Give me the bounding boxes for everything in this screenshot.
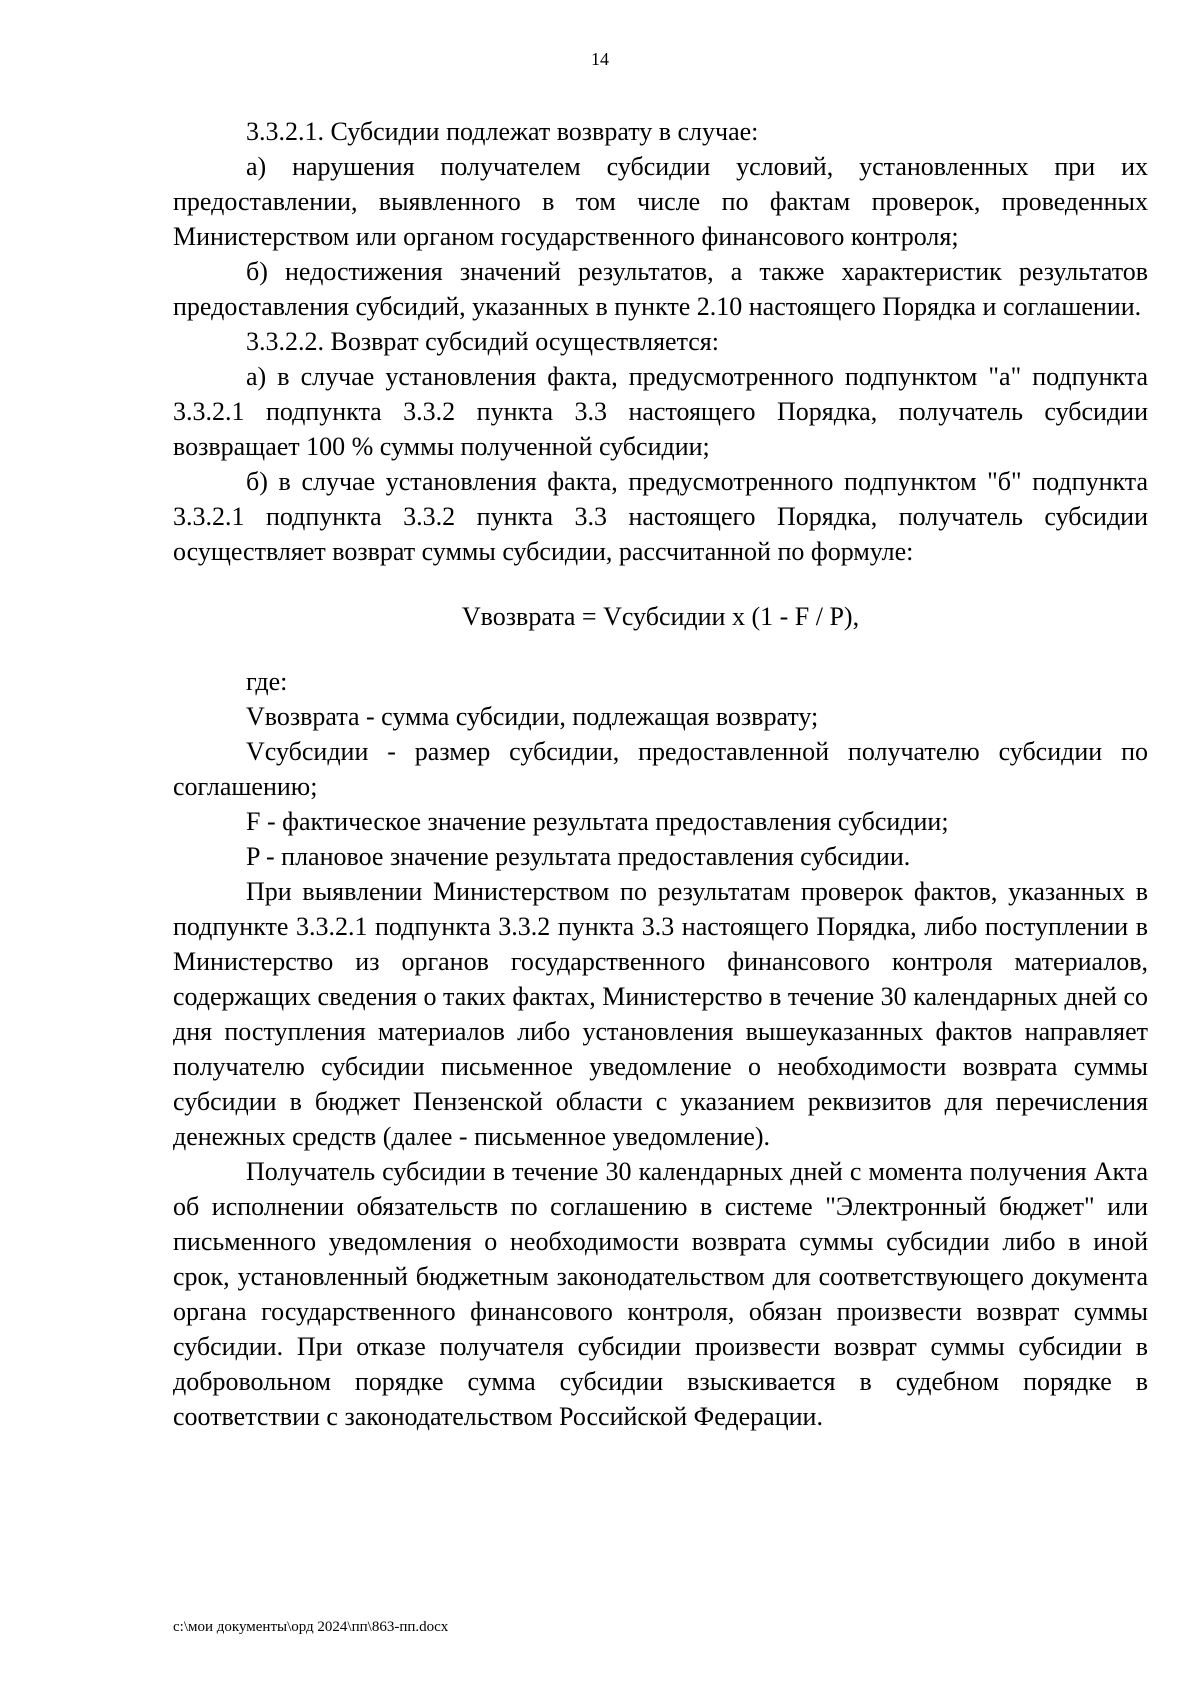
definition-v-return: Vвозврата - сумма субсидии, подлежащая возврату; [246, 702, 819, 731]
paragraph-return-case-a: а) в случае установления факта, предусмотренного подпунктом "а" подпункта 3.3.2.1 подпункта 3.3.2 пункта 3.3 настоящего Порядка, получатель субсидии возвращает 100 % суммы полученной субсидии; [173, 362, 1148, 461]
paragraph-3-3-2-1: 3.3.2.1. Субсидии подлежат возврату в случае: [246, 117, 759, 146]
page-number: 14 [591, 49, 609, 69]
paragraph-item-a-violation: а) нарушения получателем субсидии условий, установленных при их предоставлении, выявленного в том числе по фактам проверок, проведенных Министерством или органом государственного финансового контроля; [173, 152, 1148, 251]
paragraph-recipient-obligation: Получатель субсидии в течение 30 календарных дней с момента получения Акта об исполнении обязательств по соглашению в системе "Электронный бюджет" или письменного уведомления о необходимости возврата суммы субсидии либо в иной срок, установленный бюджетным законодательством для соответствующего документа органа государственного финансового контроля, обязан произвести возврат суммы субсидии. При отказе получателя субсидии произвести возврат суммы субсидии в добровольном порядке сумма субсидии взыскивается в судебном порядке в соответствии с законодательством Российской Федерации. [173, 1157, 1148, 1431]
return-formula: Vвозврата = Vсубсидии x (1 - F / P), [461, 602, 860, 631]
definition-v-subsidy: Vсубсидии - размер субсидии, предоставленной получателю субсидии по соглашению; [173, 737, 1148, 801]
document-body [173, 114, 1148, 1434]
paragraph-return-case-b: б) в случае установления факта, предусмотренного подпунктом "б" подпункта 3.3.2.1 подпункта 3.3.2 пункта 3.3 настоящего Порядка, получатель субсидии осуществляет возврат суммы субсидии, рассчитанной по формуле: [173, 467, 1148, 566]
paragraph-item-b-nonachievement: б) недостижения значений результатов, а также характеристик результатов предоставления субсидий, указанных в пункте 2.10 настоящего Порядка и соглашении. [173, 257, 1148, 321]
footer-file-path: c:\мои документы\орд 2024\пп\863-пп.docx [173, 1619, 449, 1635]
paragraph-3-3-2-2: 3.3.2.2. Возврат субсидий осуществляется: [246, 327, 719, 356]
paragraph-where: где: [246, 667, 288, 696]
definition-f: F - фактическое значение результата предоставления субсидии; [246, 807, 949, 836]
definition-p: P - плановое значение результата предоставления субсидии. [246, 842, 911, 871]
paragraph-ministry-notification: При выявлении Министерством по результатам проверок фактов, указанных в подпункте 3.3.2.1 подпункта 3.3.2 пункта 3.3 настоящего Порядка, либо поступлении в Министерство из органов государственного финансового контроля материалов, содержащих сведения о таких фактах, Министерство в течение 30 календарных дней со дня поступления материалов либо установления вышеуказанных фактов направляет получателю субсидии письменное уведомление о необходимости возврата суммы субсидии в бюджет Пензенской области с указанием реквизитов для перечисления денежных средств (далее - письменное уведомление). [173, 877, 1148, 1151]
